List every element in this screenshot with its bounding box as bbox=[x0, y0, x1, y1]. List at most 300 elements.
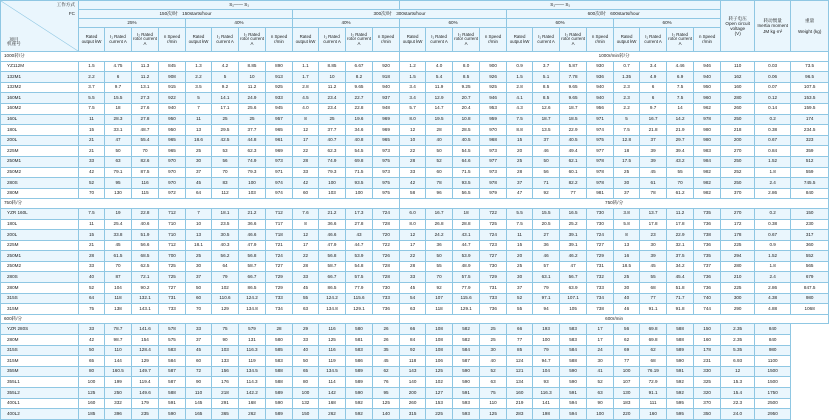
value-cell: 40 bbox=[426, 135, 453, 146]
value-cell: 922 bbox=[159, 93, 186, 104]
value-cell: 21 bbox=[79, 135, 105, 146]
value-cell: 728 bbox=[373, 261, 400, 272]
model-cell: 225M bbox=[1, 240, 79, 251]
value-cell: 93.5 bbox=[346, 178, 373, 189]
value-cell: 7.5 bbox=[614, 125, 640, 136]
table-row bbox=[1, 366, 829, 377]
value-cell: 127 bbox=[426, 388, 453, 399]
value-cell: 37 bbox=[614, 188, 640, 199]
value-cell: 592 bbox=[667, 388, 694, 399]
value-cell: 71.5 bbox=[453, 167, 480, 178]
value-cell: 4.75 bbox=[105, 61, 132, 72]
value-cell: 116.3 bbox=[533, 388, 560, 399]
value-cell: 18 bbox=[105, 103, 132, 114]
value-cell: 1.52 bbox=[755, 156, 791, 167]
value-cell: 39.1 bbox=[560, 230, 587, 241]
value-cell: 125 bbox=[480, 409, 507, 420]
value-cell: 47 bbox=[560, 261, 587, 272]
value-cell: 93 bbox=[533, 377, 560, 388]
value-cell: 973 bbox=[373, 167, 400, 178]
value-cell: 12 bbox=[293, 125, 319, 136]
value-cell: 60 bbox=[186, 293, 212, 304]
value-cell: 33 bbox=[400, 167, 426, 178]
table-row bbox=[1, 356, 829, 367]
value-cell: 950 bbox=[159, 114, 186, 125]
value-cell: 0.2 bbox=[755, 114, 791, 125]
band-1000-right: 1000r/min转/分 bbox=[400, 52, 829, 62]
value-cell: 22 bbox=[293, 146, 319, 157]
value-cell: 30 bbox=[480, 345, 507, 356]
value-cell: 95 bbox=[105, 178, 132, 189]
value-cell: 15 bbox=[507, 135, 533, 146]
value-cell: 979 bbox=[480, 188, 507, 199]
value-cell: 300 bbox=[721, 293, 755, 304]
value-cell: 80 bbox=[293, 377, 319, 388]
value-cell: 8.0 bbox=[400, 219, 426, 230]
value-cell: 15.3 bbox=[721, 377, 755, 388]
group-600-starts: 600次/时 600starts/hour bbox=[507, 10, 721, 19]
value-cell: 33 bbox=[293, 272, 319, 283]
value-cell: 262 bbox=[319, 409, 346, 420]
subheader-cell: n Speed r/min bbox=[373, 28, 400, 52]
value-cell: 974 bbox=[587, 125, 614, 136]
value-cell: 945 bbox=[266, 103, 293, 114]
value-cell: 70 bbox=[186, 304, 212, 315]
value-cell: 115.6 bbox=[453, 293, 480, 304]
model-cell: YZR 280S bbox=[1, 324, 79, 335]
value-cell: 968 bbox=[480, 135, 507, 146]
value-cell: 28 bbox=[400, 156, 426, 167]
value-cell: 10 bbox=[319, 72, 346, 83]
model-cell: 180L bbox=[1, 219, 79, 230]
value-cell: 22.7 bbox=[346, 93, 373, 104]
value-cell: 4.5 bbox=[293, 93, 319, 104]
value-cell: 980 bbox=[694, 125, 721, 136]
value-cell: 13.1 bbox=[132, 82, 159, 93]
value-cell: 55 bbox=[667, 167, 694, 178]
corner-model-text: 机座号 bbox=[7, 41, 21, 47]
value-cell: 593 bbox=[453, 398, 480, 409]
value-cell: 595 bbox=[667, 398, 694, 409]
value-cell: 141.6 bbox=[132, 324, 159, 335]
table-row bbox=[1, 251, 829, 262]
subheader-cell: Rated output kW bbox=[400, 28, 426, 52]
value-cell: 16 bbox=[614, 251, 640, 262]
value-cell: 105 bbox=[560, 304, 587, 315]
value-cell: 51.8 bbox=[667, 283, 694, 294]
value-cell: 18.5 bbox=[560, 114, 587, 125]
value-cell: 890 bbox=[266, 61, 293, 72]
value-cell: 960 bbox=[694, 93, 721, 104]
value-cell: 79 bbox=[533, 283, 560, 294]
value-cell: 124.2 bbox=[319, 293, 346, 304]
s-label-right: S₁—— S₁ bbox=[400, 1, 721, 10]
value-cell: 984 bbox=[694, 156, 721, 167]
value-cell: 8.5 bbox=[533, 82, 560, 93]
value-cell: 168 bbox=[239, 398, 266, 409]
value-cell: 7 bbox=[186, 208, 212, 219]
value-cell: 28.5 bbox=[453, 125, 480, 136]
value-cell: 940 bbox=[587, 82, 614, 93]
value-cell: 20.7 bbox=[453, 93, 480, 104]
value-cell: 28 bbox=[293, 261, 319, 272]
value-cell: 590 bbox=[159, 409, 186, 420]
value-cell: 970 bbox=[480, 125, 507, 136]
value-cell: 16.7 bbox=[640, 114, 667, 125]
value-cell: 29.7 bbox=[667, 135, 694, 146]
value-cell: 5 bbox=[212, 72, 239, 83]
value-cell: 25 bbox=[186, 251, 212, 262]
value-cell: 78 bbox=[426, 178, 453, 189]
value-cell: 28 bbox=[400, 261, 426, 272]
value-cell: 82.6 bbox=[132, 156, 159, 167]
value-cell: 75 bbox=[79, 304, 105, 315]
value-cell: 2.8 bbox=[507, 82, 533, 93]
value-cell: 926 bbox=[480, 72, 507, 83]
value-cell: 47.9 bbox=[239, 240, 266, 251]
value-cell: 218 bbox=[721, 125, 755, 136]
value-cell: 1.5 bbox=[400, 72, 426, 83]
value-cell: 583 bbox=[560, 335, 587, 346]
value-cell: 12 bbox=[721, 366, 755, 377]
value-cell: 915 bbox=[159, 82, 186, 93]
value-cell: 30 bbox=[507, 272, 533, 283]
value-cell: 43.2 bbox=[667, 156, 694, 167]
value-cell: 10 bbox=[239, 72, 266, 83]
value-cell: 40 bbox=[480, 356, 507, 367]
value-cell: 32.1 bbox=[667, 240, 694, 251]
value-cell: 3.7 bbox=[79, 82, 105, 93]
value-cell: 60 bbox=[426, 167, 453, 178]
table-row bbox=[1, 188, 829, 199]
value-cell: 559 bbox=[791, 167, 829, 178]
value-cell: 77 bbox=[614, 356, 640, 367]
value-cell: 25 bbox=[319, 114, 346, 125]
value-cell: 11.2 bbox=[319, 82, 346, 93]
value-cell: 975 bbox=[373, 188, 400, 199]
value-cell: 9.7 bbox=[640, 103, 667, 114]
value-cell: 7 bbox=[186, 103, 212, 114]
value-cell: 21.9 bbox=[667, 125, 694, 136]
value-cell: 4.38 bbox=[755, 293, 791, 304]
value-cell: 22 bbox=[400, 251, 426, 262]
value-cell: 39.4 bbox=[667, 146, 694, 157]
value-cell: 365 bbox=[212, 409, 239, 420]
value-cell: 727 bbox=[159, 283, 186, 294]
value-cell: 8.85 bbox=[319, 61, 346, 72]
value-cell: 740 bbox=[694, 293, 721, 304]
value-cell: 8 bbox=[293, 114, 319, 125]
table-row bbox=[1, 230, 829, 241]
value-cell: 325 bbox=[694, 377, 721, 388]
value-cell: 1.52 bbox=[755, 251, 791, 262]
model-cell: 200L bbox=[1, 230, 79, 241]
value-cell: 736 bbox=[694, 240, 721, 251]
subheader-cell: Rated output kW bbox=[614, 28, 640, 52]
value-cell: 14.2 bbox=[667, 114, 694, 125]
table-row bbox=[1, 61, 829, 72]
value-cell: 724 bbox=[373, 208, 400, 219]
value-cell: 594 bbox=[560, 409, 587, 420]
value-cell: 42 bbox=[293, 178, 319, 189]
value-cell: 28 bbox=[266, 324, 293, 335]
value-cell: 370 bbox=[721, 188, 755, 199]
value-cell: 19 bbox=[105, 208, 132, 219]
value-cell: 724 bbox=[266, 251, 293, 262]
value-cell: 6.93 bbox=[721, 356, 755, 367]
value-cell: 962 bbox=[694, 103, 721, 114]
value-cell: 36 bbox=[426, 240, 453, 251]
value-cell: 42 bbox=[79, 167, 105, 178]
value-cell: 79.1 bbox=[105, 167, 132, 178]
value-cell: 736 bbox=[694, 219, 721, 230]
value-cell: 591 bbox=[453, 388, 480, 399]
table-row bbox=[1, 135, 829, 146]
value-cell: 946 bbox=[480, 93, 507, 104]
value-cell: 13.7 bbox=[640, 208, 667, 219]
value-cell: 730 bbox=[587, 208, 614, 219]
value-cell: 225 bbox=[721, 283, 755, 294]
inertia-header: 转动惯量 Inertia moment JM kg·m² bbox=[755, 1, 791, 52]
value-cell: 982 bbox=[694, 188, 721, 199]
value-cell: 150 bbox=[791, 208, 829, 219]
value-cell: 950 bbox=[159, 125, 186, 136]
value-cell: 1.8 bbox=[755, 167, 791, 178]
value-cell: 720 bbox=[373, 230, 400, 241]
value-cell: 132.1 bbox=[132, 293, 159, 304]
value-cell: 13 bbox=[186, 230, 212, 241]
value-cell: 956 bbox=[587, 103, 614, 114]
value-cell: 977 bbox=[480, 156, 507, 167]
value-cell: 30 bbox=[186, 156, 212, 167]
value-cell: 5.87 bbox=[560, 61, 587, 72]
value-cell: 34.6 bbox=[346, 125, 373, 136]
value-cell: 56.2 bbox=[212, 251, 239, 262]
value-cell: 64.6 bbox=[453, 156, 480, 167]
value-cell: 79 bbox=[212, 272, 239, 283]
value-cell: 982 bbox=[694, 178, 721, 189]
table-row bbox=[1, 398, 829, 409]
value-cell: 63.9 bbox=[560, 283, 587, 294]
value-cell: 40.5 bbox=[560, 135, 587, 146]
value-cell: 27 bbox=[533, 230, 560, 241]
value-cell: 160.5 bbox=[105, 366, 132, 377]
value-cell: 950 bbox=[694, 82, 721, 93]
value-cell: 36.6 bbox=[319, 219, 346, 230]
value-cell: 920 bbox=[373, 61, 400, 72]
value-cell: 965 bbox=[159, 146, 186, 157]
value-cell: 18 bbox=[614, 146, 640, 157]
subheader-cell: Rated output kW bbox=[293, 28, 319, 52]
value-cell: 0.06 bbox=[755, 72, 791, 83]
value-cell: 39 bbox=[640, 156, 667, 167]
value-cell: 590 bbox=[453, 377, 480, 388]
value-cell: 61.2 bbox=[667, 188, 694, 199]
value-cell: 679 bbox=[791, 272, 829, 283]
table-row bbox=[1, 293, 829, 304]
value-cell: 590 bbox=[667, 356, 694, 367]
value-cell: 27.3 bbox=[132, 93, 159, 104]
value-cell: 46.6 bbox=[239, 230, 266, 241]
value-cell: 5 bbox=[186, 93, 212, 104]
value-cell: 9.2 bbox=[212, 82, 239, 93]
value-cell: 218 bbox=[212, 388, 239, 399]
value-cell: 92 bbox=[400, 345, 426, 356]
table-row bbox=[1, 409, 829, 420]
value-cell: 62 bbox=[373, 366, 400, 377]
value-cell: 320 bbox=[694, 388, 721, 399]
value-cell: 176 bbox=[212, 377, 239, 388]
value-cell: 35 bbox=[373, 345, 400, 356]
value-cell: 2.2 bbox=[186, 72, 212, 83]
value-cell: 260 bbox=[721, 103, 755, 114]
value-cell: 8.5 bbox=[453, 72, 480, 83]
value-cell: 18 bbox=[453, 208, 480, 219]
value-cell: 44.8 bbox=[239, 135, 266, 146]
value-cell: 5.5 bbox=[507, 208, 533, 219]
value-cell: 588 bbox=[560, 356, 587, 367]
value-cell: 104 bbox=[533, 366, 560, 377]
value-cell: 592 bbox=[346, 398, 373, 409]
value-cell: 250 bbox=[105, 388, 132, 399]
subheader-cell: I₁ Rated current A bbox=[533, 28, 560, 52]
value-cell: 7.5 bbox=[79, 103, 105, 114]
value-cell: 725 bbox=[480, 219, 507, 230]
model-cell: 250M1 bbox=[1, 156, 79, 167]
table-row bbox=[1, 167, 829, 178]
value-cell: 45.4 bbox=[667, 272, 694, 283]
table-row bbox=[1, 261, 829, 272]
value-cell: 5.1 bbox=[533, 72, 560, 83]
value-cell: 280 bbox=[721, 261, 755, 272]
value-cell: 79.3 bbox=[239, 167, 266, 178]
value-cell: 3.4 bbox=[640, 61, 667, 72]
value-cell: 736 bbox=[373, 304, 400, 315]
value-cell: 580 bbox=[346, 324, 373, 335]
group-150-starts: 150次/时 150starts/hour bbox=[79, 10, 293, 19]
value-cell: 26.8 bbox=[426, 219, 453, 230]
value-cell: 315 bbox=[400, 409, 426, 420]
value-cell: 2500 bbox=[755, 398, 791, 409]
value-cell: 970 bbox=[159, 156, 186, 167]
model-cell: 280M bbox=[1, 335, 79, 346]
value-cell: 56.8 bbox=[319, 251, 346, 262]
value-cell: 736 bbox=[480, 304, 507, 315]
value-cell: 37 bbox=[533, 135, 560, 146]
value-cell: 134.5 bbox=[239, 366, 266, 377]
value-cell: 5.7 bbox=[400, 103, 426, 114]
value-cell: 168 bbox=[319, 398, 346, 409]
value-cell: 102 bbox=[426, 377, 453, 388]
value-cell: 52 bbox=[480, 366, 507, 377]
value-cell: 91.1 bbox=[640, 304, 667, 315]
value-cell: 17 bbox=[293, 240, 319, 251]
value-cell: 18.1 bbox=[212, 208, 239, 219]
value-cell: 234.5 bbox=[791, 125, 829, 136]
value-cell: 142.2 bbox=[239, 388, 266, 399]
value-cell: 724 bbox=[587, 230, 614, 241]
value-cell: 283 bbox=[507, 409, 533, 420]
value-cell: 45 bbox=[640, 167, 667, 178]
value-cell: 22 bbox=[293, 251, 319, 262]
value-cell: 9.25 bbox=[453, 82, 480, 93]
fc-40-b: 40% bbox=[293, 19, 400, 28]
value-cell: 6 bbox=[640, 82, 667, 93]
value-cell: 729 bbox=[266, 272, 293, 283]
model-cell: 160M1 bbox=[1, 93, 79, 104]
value-cell: 957 bbox=[266, 114, 293, 125]
value-cell: 79 bbox=[533, 345, 560, 356]
value-cell: 30 bbox=[587, 356, 614, 367]
value-cell: 54.8 bbox=[346, 261, 373, 272]
value-cell: 591 bbox=[159, 398, 186, 409]
value-cell: 583 bbox=[266, 356, 293, 367]
value-cell: 33.1 bbox=[105, 125, 132, 136]
value-cell: 933 bbox=[266, 93, 293, 104]
value-cell: 14.1 bbox=[212, 93, 239, 104]
value-cell: 50 bbox=[293, 356, 319, 367]
value-cell: 280 bbox=[721, 93, 755, 104]
value-cell: 112 bbox=[212, 188, 239, 199]
value-cell: 39 bbox=[640, 251, 667, 262]
value-cell: 57.5 bbox=[346, 272, 373, 283]
value-cell: 17.5 bbox=[614, 156, 640, 167]
value-cell: 7.5 bbox=[507, 114, 533, 125]
value-cell: 12.9 bbox=[426, 93, 453, 104]
value-cell: 20.4 bbox=[453, 103, 480, 114]
value-cell: 1.35 bbox=[614, 72, 640, 83]
value-cell: 30 bbox=[614, 283, 640, 294]
value-cell: 22.3 bbox=[721, 398, 755, 409]
value-cell: 125 bbox=[319, 335, 346, 346]
table-row bbox=[1, 240, 829, 251]
value-cell: 200 bbox=[400, 388, 426, 399]
value-cell: 50 bbox=[426, 251, 453, 262]
value-cell: 62.3 bbox=[239, 146, 266, 157]
value-cell: 16.5 bbox=[560, 208, 587, 219]
value-cell: 56 bbox=[614, 324, 640, 335]
value-cell: 178 bbox=[721, 230, 755, 241]
value-cell: 0.38 bbox=[755, 125, 791, 136]
value-cell: 2.3 bbox=[614, 82, 640, 93]
value-cell: 735 bbox=[694, 208, 721, 219]
value-cell: 845 bbox=[159, 61, 186, 72]
value-cell: 978 bbox=[480, 178, 507, 189]
value-cell: 588 bbox=[266, 366, 293, 377]
value-cell: 50 bbox=[533, 156, 560, 167]
value-cell: 63 bbox=[293, 304, 319, 315]
value-cell: 50 bbox=[79, 345, 105, 356]
value-cell: 129.1 bbox=[453, 304, 480, 315]
value-cell: 63.1 bbox=[533, 272, 560, 283]
table-row bbox=[1, 335, 829, 346]
value-cell: 15 bbox=[79, 125, 105, 136]
subheader-cell: I₂ Rated rotor current A bbox=[560, 28, 587, 52]
value-cell: 48.7 bbox=[132, 125, 159, 136]
value-cell: 142 bbox=[319, 388, 346, 399]
value-cell: 160 bbox=[507, 388, 533, 399]
value-cell: 552 bbox=[791, 251, 829, 262]
value-cell: 110 bbox=[186, 388, 212, 399]
model-cell: 355L1 bbox=[1, 377, 79, 388]
value-cell: 119.4 bbox=[132, 377, 159, 388]
value-cell: 25.2 bbox=[560, 219, 587, 230]
value-cell: 4.1 bbox=[507, 93, 533, 104]
subheader-cell: I₂ Rated rotor current A bbox=[239, 28, 266, 52]
value-cell: 56.5 bbox=[453, 188, 480, 199]
value-cell: 66.7 bbox=[319, 272, 346, 283]
value-cell: 90 bbox=[212, 335, 239, 346]
